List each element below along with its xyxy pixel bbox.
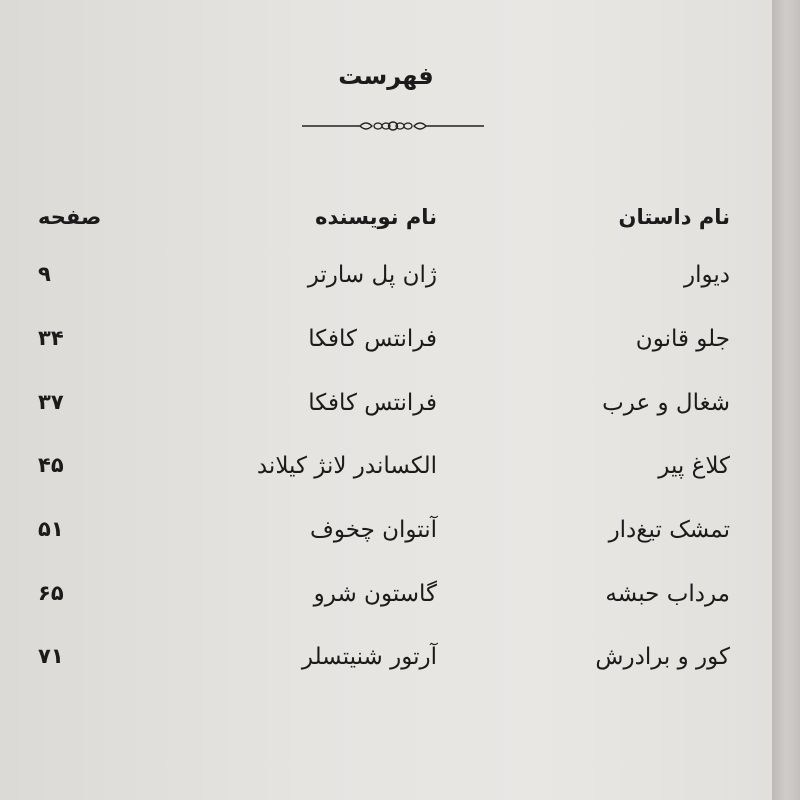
title-ornament-divider	[300, 116, 486, 136]
author-name: آرتور شنیتسلر	[301, 644, 437, 670]
page-number: ۳۷	[38, 390, 64, 414]
author-name: فرانتس کافکا	[308, 326, 437, 352]
story-title: جلو قانون	[635, 326, 730, 352]
toc-row	[0, 262, 772, 302]
header-story-name: نام داستان	[618, 205, 730, 229]
author-name: فرانتس کافکا	[308, 390, 437, 416]
toc-row	[0, 453, 772, 493]
toc-row	[0, 644, 772, 684]
page-number: ۵۱	[38, 517, 64, 541]
header-page: صفحه	[38, 205, 102, 229]
story-title: کلاغ پیر	[658, 453, 730, 479]
story-title: دیوار	[683, 262, 730, 288]
toc-row	[0, 326, 772, 366]
page-number: ۴۵	[38, 453, 64, 477]
story-title: کور و برادرش	[595, 644, 730, 670]
page-title: فهرست	[338, 62, 434, 90]
page-number: ۹	[38, 262, 51, 286]
toc-header-row	[0, 205, 772, 245]
author-name: الکساندر لانژ کیلاند	[256, 453, 437, 479]
story-title: تمشک تیغ‌دار	[608, 517, 730, 543]
page-edge	[772, 0, 800, 800]
page-number: ۳۴	[38, 326, 64, 350]
author-name: ژان پل سارتر	[307, 262, 437, 288]
author-name: آنتوان چخوف	[310, 517, 437, 543]
page-number: ۶۵	[38, 581, 64, 605]
toc-row	[0, 517, 772, 557]
header-author-name: نام نویسنده	[315, 205, 437, 229]
toc-row	[0, 390, 772, 430]
toc-row	[0, 581, 772, 621]
author-name: گاستون شرو	[313, 581, 437, 607]
story-title: مرداب حبشه	[605, 581, 730, 607]
page-number: ۷۱	[38, 644, 64, 668]
story-title: شغال و عرب	[602, 390, 730, 416]
